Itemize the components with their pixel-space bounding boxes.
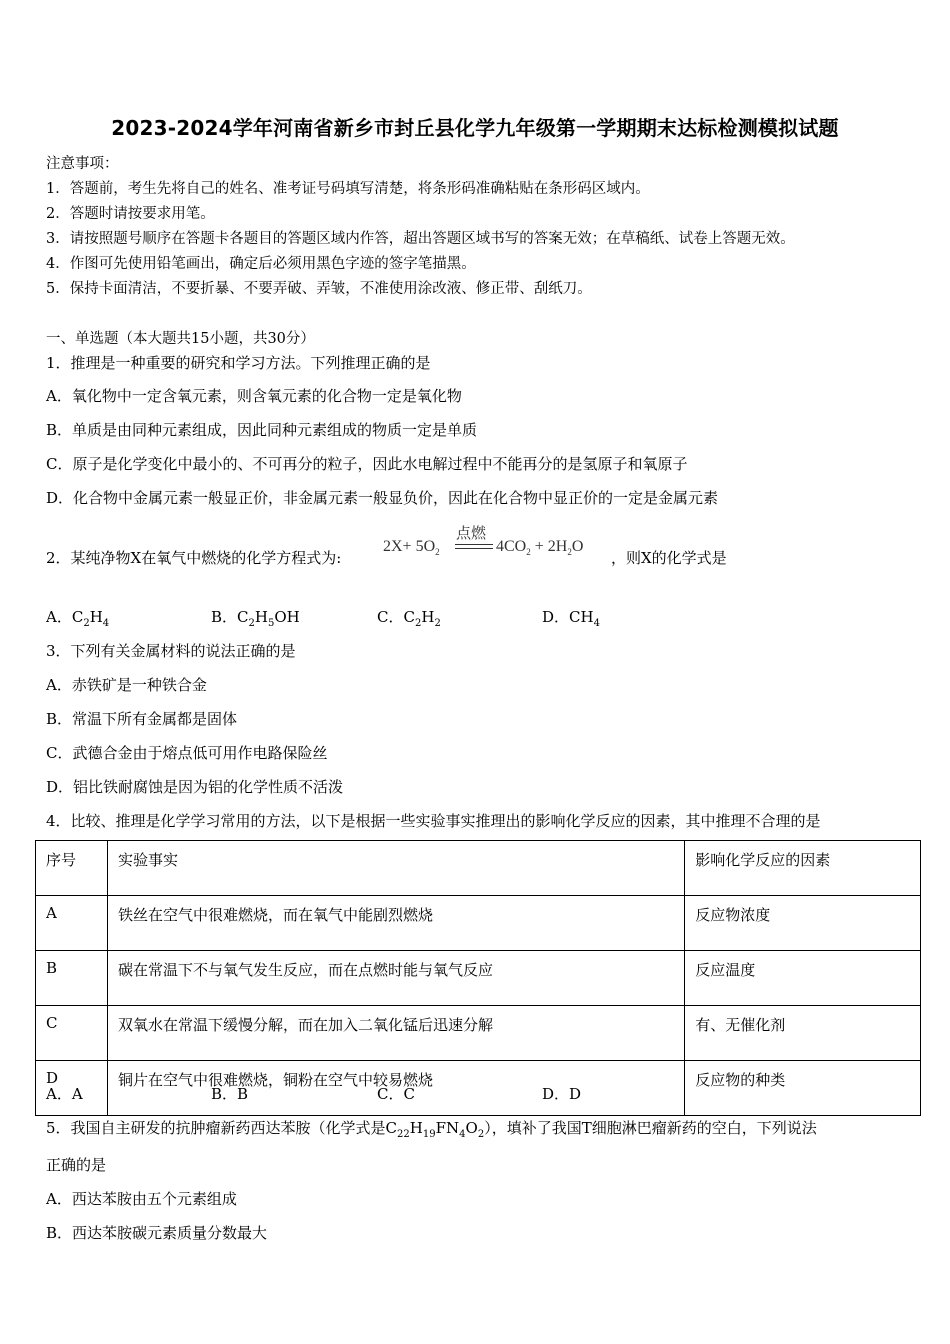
table-row [36,1006,921,1061]
table-row [36,896,921,951]
page-title: 2023-2024学年河南省新乡市封丘县化学九年级第一学期期末达标检测模拟试题 [111,116,839,140]
table-cell: 反应物浓度 [685,896,921,951]
table-header-cell: 影响化学反应的因素 [685,841,921,896]
notice-heading: 注意事项： [46,156,119,172]
equation-right: $4CO_2 + 2H_2O$ [496,538,584,558]
notice-item: 2．答题时请按要求用笔。 [46,206,215,222]
table-cell: 碳在常温下不与氧气发生反应，而在点燃时能与氧气反应 [107,951,684,1006]
question-5-stem: 5．我国自主研发的抗肿瘤新药西达苯胺（化学式是$C_{22}H_{19}FN_4O_2$），填补了我国T细胞淋巴瘤新药的空白，下列说法 [46,1119,817,1140]
equation-condition: 点燃 [456,524,487,542]
table-cell: B [36,951,108,1006]
q1-option-d: D．化合物中金属元素一般显正价，非金属元素一般显负价，因此在化合物中显正价的一定是金属元素 [46,489,719,507]
q1-option-b: B．单质是由同种元素组成，因此同种元素组成的物质一定是单质 [46,421,478,439]
notice-item: 3．请按照题号顺序在答题卡各题目的答题区域内作答，超出答题区域书写的答案无效；在草稿纸、试卷上答题无效。 [46,231,795,247]
table-cell: 有、无催化剂 [685,1006,921,1061]
q4-table [35,840,921,1116]
q2-option-c: C．$C_2H_2$ [377,608,441,629]
q2-option-d: D．$CH_4$ [542,608,600,629]
question-1-stem: 1．推理是一种重要的研究和学习方法。下列推理正确的是 [46,354,431,372]
table-row [36,1061,921,1116]
q1-option-a: A．氧化物中一定含氧元素，则含氧元素的化合物一定是氧化物 [46,387,462,405]
question-3-stem: 3．下列有关金属材料的说法正确的是 [46,642,296,660]
q3-option-a: A．赤铁矿是一种铁合金 [46,676,207,694]
q5-option-b: B．西达苯胺碳元素质量分数最大 [46,1224,268,1242]
table-row [36,951,921,1006]
table-cell: 反应物的种类 [685,1061,921,1116]
question-2-stem: 2．某纯净物X在氧气中燃烧的化学方程式为: [46,549,342,567]
table-header-cell: 序号 [36,841,108,896]
question-4-stem: 4．比较、推理是化学学习常用的方法，以下是根据一些实验事实推理出的影响化学反应的因素，其中推理不合理的是 [46,812,821,830]
notice-item: 4．作图可先使用铅笔画出，确定后必须用黑色字迹的签字笔描黑。 [46,256,476,272]
table-cell: D [36,1061,108,1116]
equation-left: $2X+ 5O_2$ [383,538,440,558]
equation-arrow [455,544,493,549]
question-5-stem-line2: 正确的是 [46,1156,107,1174]
section-heading: 一、单选题（本大题共15小题，共30分） [46,331,315,347]
table-cell: A [36,896,108,951]
q2-option-a: A．$C_2H_4$ [46,608,110,629]
table-cell: 双氧水在常温下缓慢分解，而在加入二氧化锰后迅速分解 [107,1006,684,1061]
table-header-row [36,841,921,896]
q3-option-c: C．武德合金由于熔点低可用作电路保险丝 [46,744,328,762]
table-cell: 铁丝在空气中很难燃烧，而在氧气中能剧烈燃烧 [107,896,684,951]
question-2-stem-tail: ，则X的化学式是 [611,549,727,567]
table-cell: 铜片在空气中很难燃烧，铜粉在空气中较易燃烧 [107,1061,684,1116]
q4-option-a: A．A [46,1085,83,1103]
q4-option-d: D．D [542,1085,582,1103]
q4-option-b: B．B [211,1085,249,1103]
q4-option-c: C．C [377,1085,415,1103]
q1-option-c: C．原子是化学变化中最小的、不可再分的粒子，因此水电解过程中不能再分的是氢原子和氧原子 [46,455,688,473]
q5-option-a: A．西达苯胺由五个元素组成 [46,1190,237,1208]
table-cell: C [36,1006,108,1061]
q3-option-b: B．常温下所有金属都是固体 [46,710,238,728]
notice-item: 5．保持卡面清洁，不要折暴、不要弄破、弄皱，不准使用涂改液、修正带、刮纸刀。 [46,281,592,297]
table-header-cell: 实验事实 [107,841,684,896]
table-cell: 反应温度 [685,951,921,1006]
notice-item: 1．答题前，考生先将自己的姓名、准考证号码填写清楚，将条形码准确粘贴在条形码区域内。 [46,181,650,197]
q2-option-b: B．$C_2H_5OH$ [211,608,300,629]
q3-option-d: D．铝比铁耐腐蚀是因为铝的化学性质不活泼 [46,778,344,796]
